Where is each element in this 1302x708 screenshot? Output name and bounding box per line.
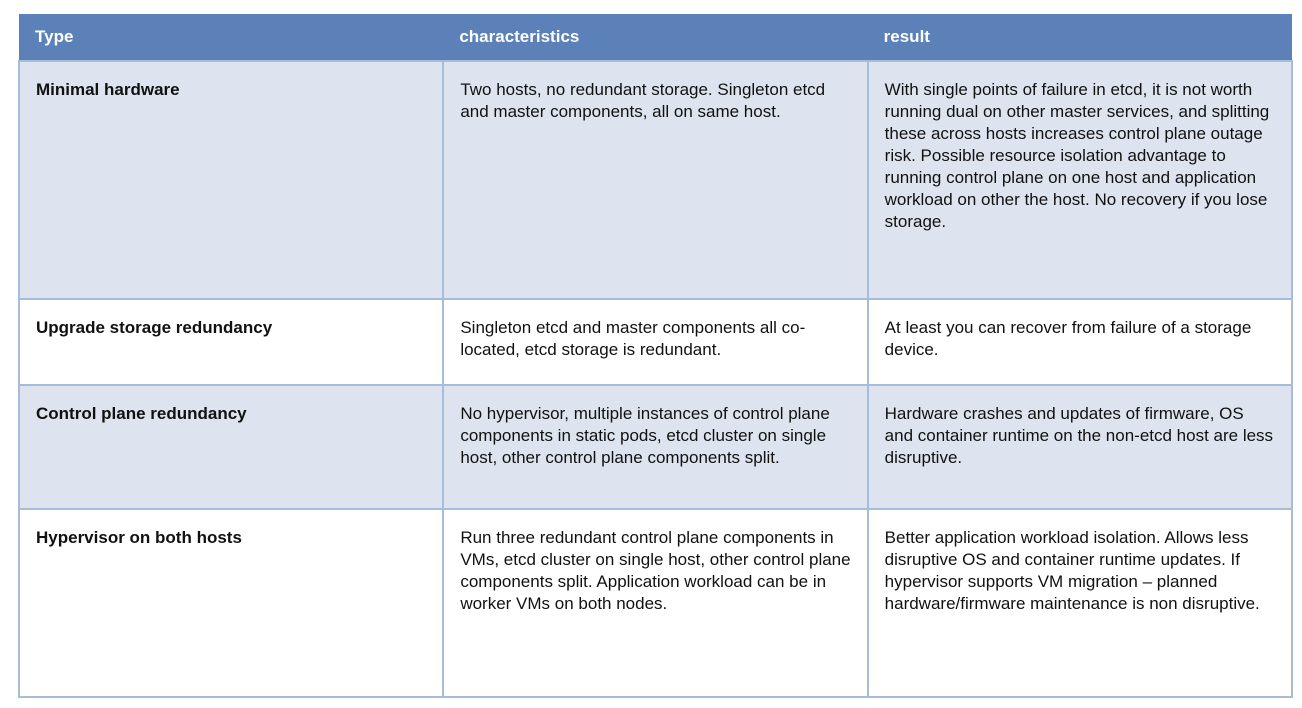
header-cell-result: result [868,14,1292,61]
table-row [19,385,1292,509]
cell-characteristics: No hypervisor, multiple instances of control plane components in static pods, etcd cluster on single host, other control plane components split. [443,385,867,509]
cell-result: At least you can recover from failure of a storage device. [868,299,1292,385]
header-cell-type: Type [19,14,443,61]
table-row [19,299,1292,385]
cell-type: Control plane redundancy [19,385,443,509]
cell-type: Hypervisor on both hosts [19,509,443,697]
header-cell-characteristics: characteristics [443,14,867,61]
cell-type: Minimal hardware [19,61,443,299]
cell-result: Better application workload isolation. Allows less disruptive OS and container runtime updates. If hypervisor supports VM migration – planned hardware/firmware maintenance is non disruptive. [868,509,1292,697]
cell-result: With single points of failure in etcd, it is not worth running dual on other master services, and splitting these across hosts increases control plane outage risk. Possible resource isolation advantage to running control plane on one host and application workload on other the host. No recovery if you lose storage. [868,61,1292,299]
comparison-table [18,14,1293,698]
table-header-row [19,14,1292,61]
cell-characteristics: Run three redundant control plane components in VMs, etcd cluster on single host, other control plane components split. Application workload can be in worker VMs on both nodes. [443,509,867,697]
cell-characteristics: Singleton etcd and master components all co-located, etcd storage is redundant. [443,299,867,385]
table-row [19,61,1292,299]
table-row [19,509,1292,697]
cell-result: Hardware crashes and updates of firmware, OS and container runtime on the non-etcd host are less disruptive. [868,385,1292,509]
cell-characteristics: Two hosts, no redundant storage. Singleton etcd and master components, all on same host. [443,61,867,299]
deployment-options-table-container [18,14,1293,698]
cell-type: Upgrade storage redundancy [19,299,443,385]
